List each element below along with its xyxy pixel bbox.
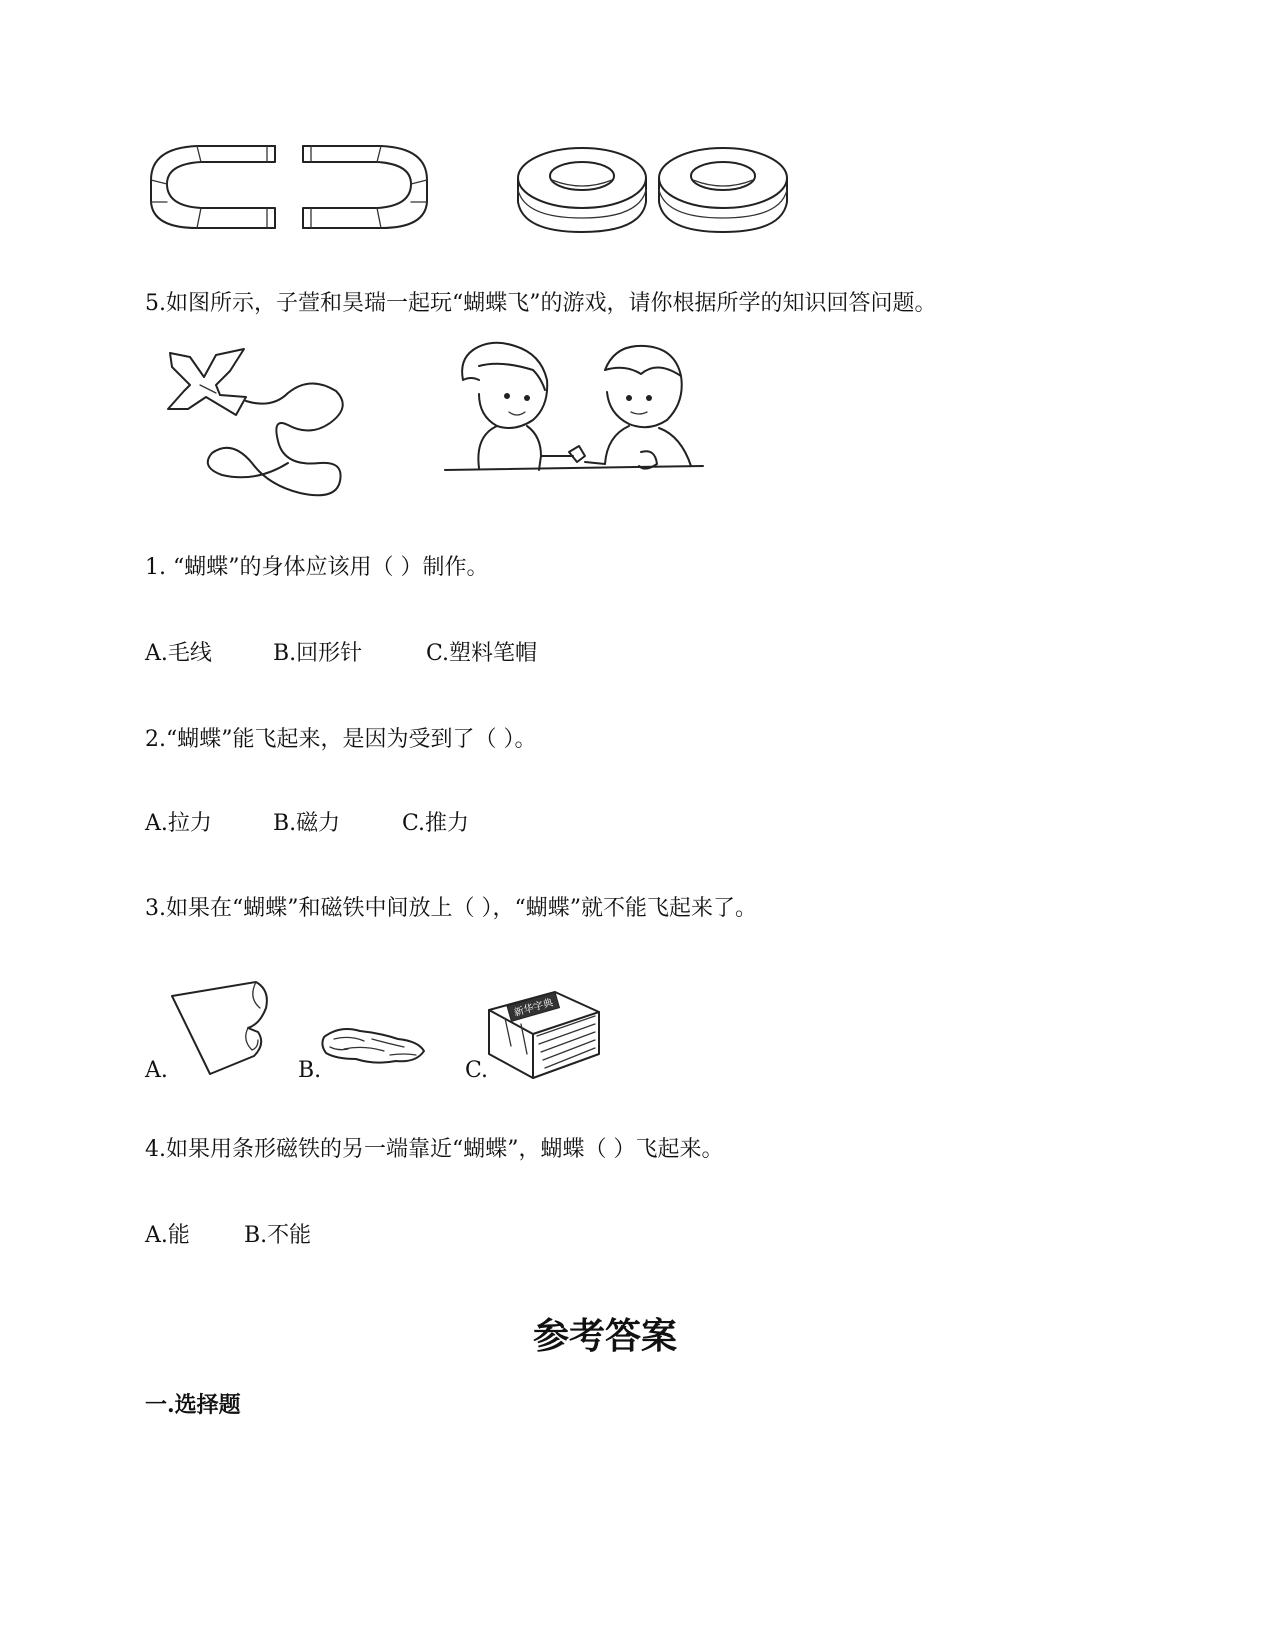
sub-question-3-option-b[interactable]: B. — [298, 1058, 322, 1083]
sub-question-2: 2.“蝴蝶”能飞起来，是因为受到了（ ）。 — [145, 727, 537, 752]
butterfly-on-string-illustration — [160, 345, 360, 505]
dictionary-spine-text: 新华字典 — [512, 997, 555, 1020]
children-playing-illustration — [445, 340, 710, 480]
magnets-illustration — [145, 140, 805, 240]
sub-question-1-option-c[interactable]: C.塑料笔帽 — [426, 641, 538, 666]
sub-question-2-option-a[interactable]: A.拉力 — [145, 811, 212, 836]
ring-magnet-1 — [518, 148, 646, 232]
cloth-image — [320, 1025, 428, 1067]
sub-question-4: 4.如果用条形磁铁的另一端靠近“蝴蝶”，蝴蝶（ ）飞起来。 — [145, 1137, 724, 1162]
question-5-intro: 5.如图所示，子萱和昊瑞一起玩“蝴蝶飞”的游戏，请你根据所学的知识回答问题。 — [145, 291, 937, 316]
sub-question-1-option-b[interactable]: B.回形针 — [273, 641, 363, 666]
ring-magnet-2 — [659, 148, 787, 232]
u-magnet-right-half — [303, 146, 427, 228]
answers-title: 参考答案 — [532, 1315, 677, 1357]
girl — [462, 343, 573, 470]
dictionary-book-image — [485, 988, 603, 1080]
answers-section-heading: 一.选择题 — [145, 1392, 241, 1418]
sub-question-1-option-a[interactable]: A.毛线 — [145, 641, 212, 666]
sub-question-1: 1. “蝴蝶”的身体应该用（ ）制作。 — [145, 555, 489, 580]
sub-question-3-option-a[interactable]: A. — [145, 1058, 168, 1083]
sub-question-2-option-c[interactable]: C.推力 — [402, 811, 470, 836]
boy — [585, 346, 691, 469]
sub-question-4-option-a[interactable]: A.能 — [145, 1223, 190, 1248]
u-magnet-left-half — [151, 146, 275, 228]
sub-question-3-option-c[interactable]: C. — [465, 1058, 489, 1083]
sub-question-4-option-b[interactable]: B.不能 — [244, 1223, 312, 1248]
sub-question-3: 3.如果在“蝴蝶”和磁铁中间放上（ ），“蝴蝶”就不能飞起来了。 — [145, 896, 757, 921]
paper-sheet-image — [170, 980, 275, 1080]
sub-question-2-option-b[interactable]: B.磁力 — [273, 811, 341, 836]
